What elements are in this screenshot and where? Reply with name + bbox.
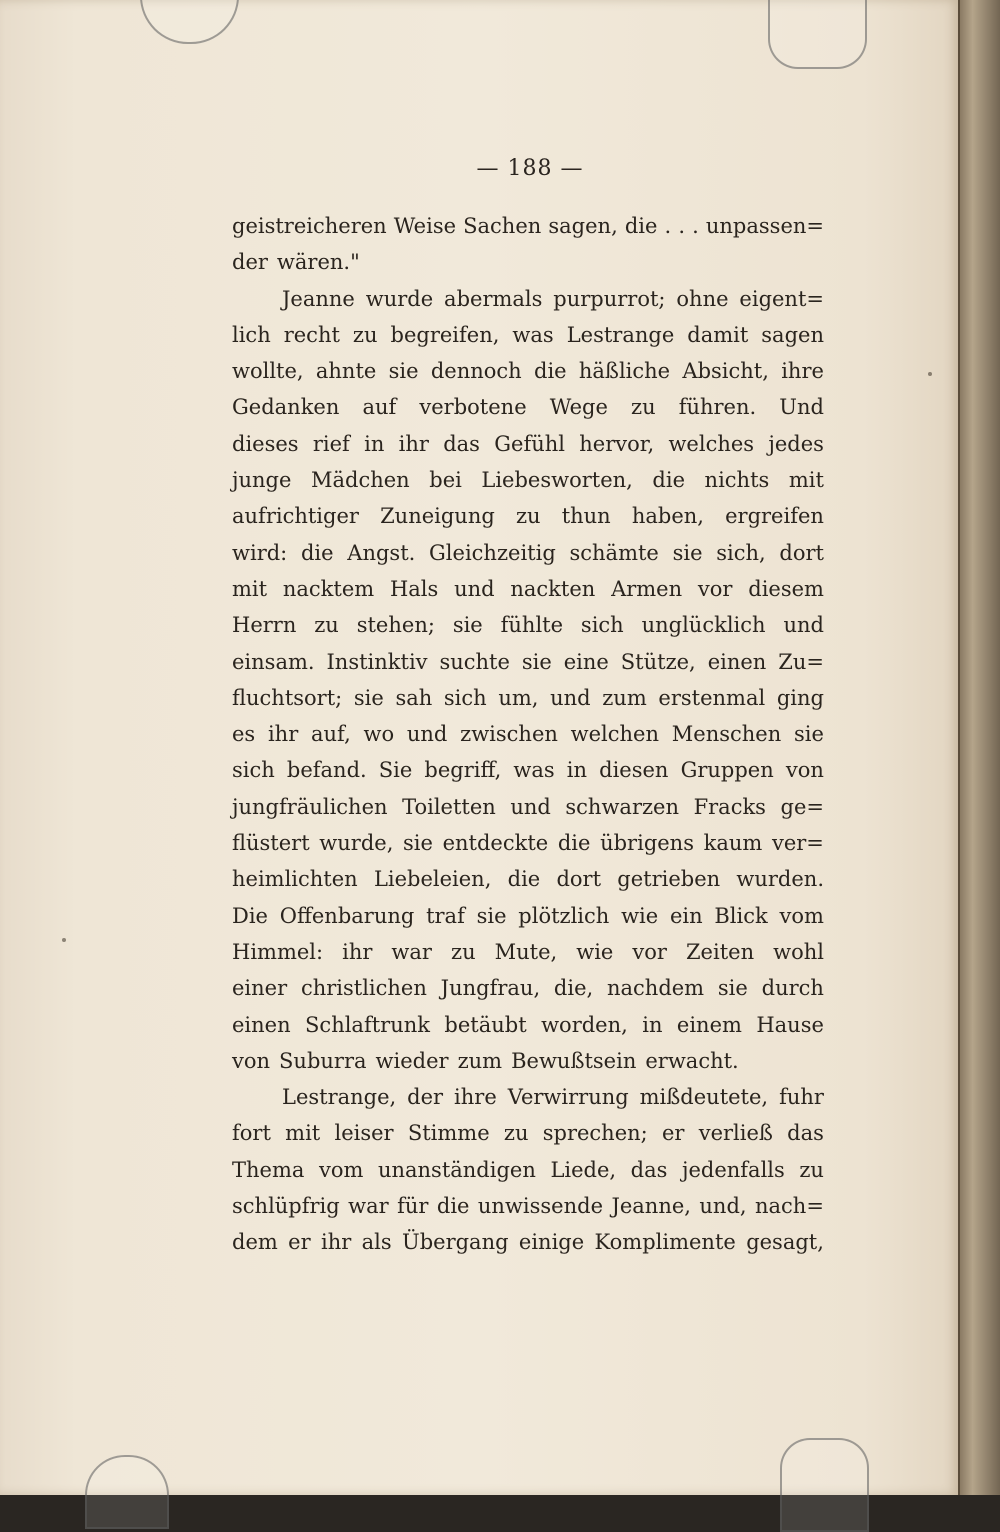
text-line: der wären."	[232, 250, 360, 275]
text-line: schlüpfrig war für die unwissende Jeanne, und, nach=	[232, 1194, 824, 1219]
body-text	[232, 208, 824, 1261]
text-line: mit nacktem Hals und nackten Armen vor diesem	[232, 576, 824, 601]
text-line: wird: die Angst. Gleichzeitig schämte sie sich, dort	[232, 540, 824, 565]
text-line: Die Offenbarung traf sie plötzlich wie ein Blick vom	[232, 903, 824, 928]
text-line: fluchtsort; sie sah sich um, und zum erstenmal ging	[232, 685, 824, 710]
paper-speck	[62, 938, 66, 942]
text-line: geistreicheren Weise Sachen sagen, die . . . unpassen=	[232, 214, 824, 238]
text-line: jungfräulichen Toiletten und schwarzen Fracks ge=	[232, 794, 824, 819]
text-line: Lestrange, der ihre Verwirrung mißdeutete, fuhr	[282, 1085, 824, 1110]
text-line: flüstert wurde, sie entdeckte die übrigens kaum ver=	[232, 831, 824, 856]
page-clip-bottom-left	[85, 1455, 169, 1529]
text-line: Herrn zu stehen; sie fühlte sich unglücklich und	[232, 613, 824, 638]
text-line: von Suburra wieder zum Bewußtsein erwacht.	[232, 1048, 739, 1073]
text-line: einsam. Instinktiv suchte sie eine Stütze, einen Zu=	[232, 649, 824, 674]
text-line: Thema vom unanständigen Liede, das jedenfalls zu	[232, 1157, 824, 1182]
text-line: es ihr auf, wo und zwischen welchen Menschen sie	[232, 722, 824, 747]
next-page-edge	[958, 0, 1000, 1495]
text-line: aufrichtiger Zuneigung zu thun haben, ergreifen	[232, 504, 824, 529]
text-line: Himmel: ihr war zu Mute, wie vor Zeiten wohl	[232, 939, 824, 964]
text-line: einen Schlaftrunk betäubt worden, in einem Hause	[232, 1012, 824, 1037]
text-line: dieses rief in ihr das Gefühl hervor, welches jedes	[232, 431, 824, 456]
paper-speck	[928, 372, 932, 376]
page-number: — 188 —	[476, 156, 584, 181]
text-line: Gedanken auf verbotene Wege zu führen. Und	[232, 395, 824, 420]
text-line: lich recht zu begreifen, was Lestrange damit sagen	[232, 322, 824, 347]
page-clip-top-right	[768, 0, 867, 69]
text-line: wollte, ahnte sie dennoch die häßliche Absicht, ihre	[232, 359, 824, 384]
text-line: Jeanne wurde abermals purpurrot; ohne eigent=	[282, 286, 824, 311]
page-clip-bottom-right	[780, 1438, 869, 1532]
text-line: junge Mädchen bei Liebesworten, die nichts mit	[232, 468, 824, 493]
text-line: sich befand. Sie begriff, was in diesen Gruppen von	[232, 758, 824, 783]
text-line: einer christlichen Jungfrau, die, nachdem sie durch	[232, 976, 824, 1001]
text-line: fort mit leiser Stimme zu sprechen; er verließ das	[232, 1121, 824, 1146]
text-line: dem er ihr als Übergang einige Komplimente gesagt,	[232, 1230, 824, 1255]
text-line: heimlichten Liebeleien, die dort getrieben wurden.	[232, 867, 824, 892]
